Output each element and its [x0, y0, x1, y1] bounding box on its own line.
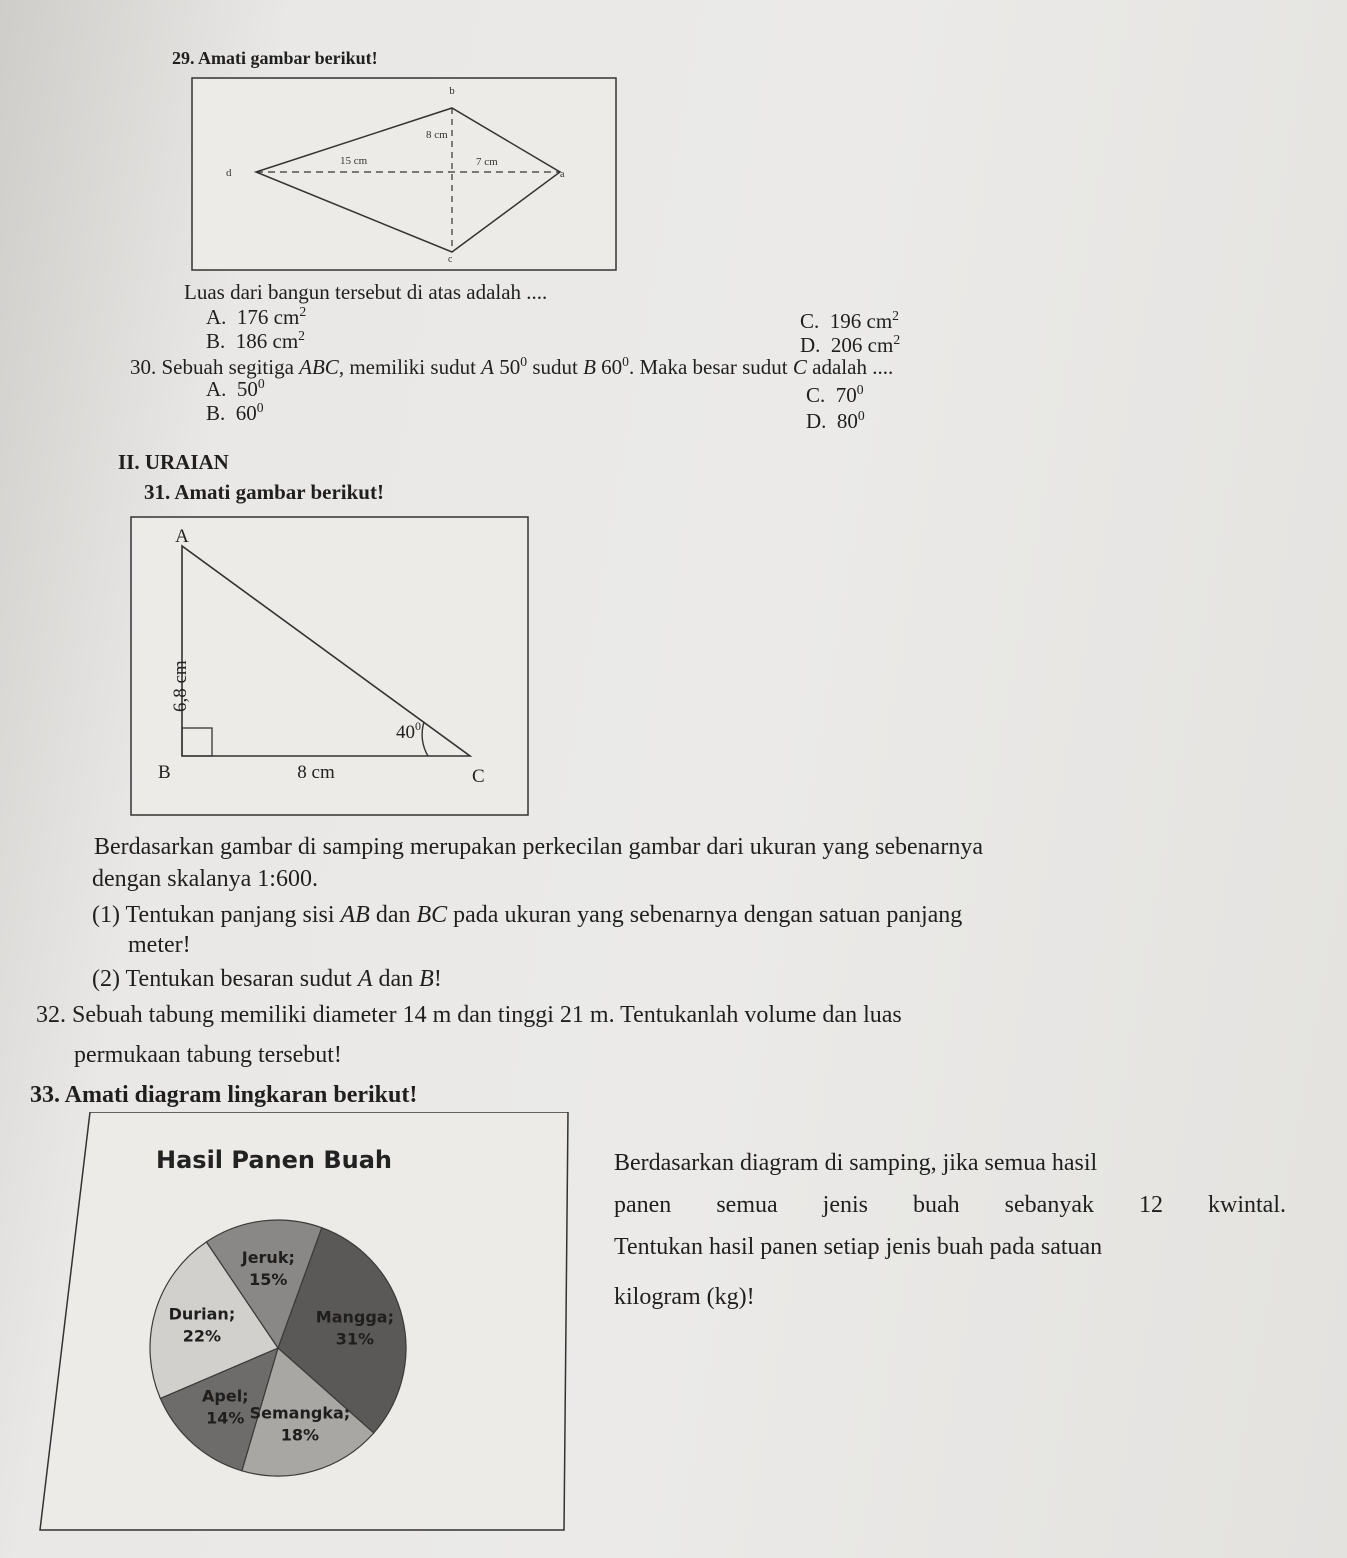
- q33-text-3: Tentukan hasil panen setiap jenis buah pada satuan: [614, 1234, 1103, 1260]
- q29-title: 29. Amati gambar berikut!: [172, 48, 378, 68]
- q32-text-1: 32. Sebuah tabung memiliki diameter 14 m dan tinggi 21 m. Tentukanlah volume dan luas: [36, 1002, 902, 1028]
- pie-label-apel: Apel; 14%: [202, 1386, 249, 1428]
- section-heading: II. URAIAN: [118, 450, 229, 474]
- label-8cm: 8 cm: [426, 129, 448, 141]
- kite-figure: [190, 76, 618, 272]
- label-B: B: [158, 762, 171, 783]
- label-d: d: [226, 167, 232, 179]
- label-7cm: 7 cm: [476, 156, 498, 168]
- q31-title: 31. Amati gambar berikut!: [144, 480, 384, 504]
- pie-label-jeruk: Jeruk; 15%: [241, 1248, 295, 1290]
- q33-text-1: Berdasarkan diagram di samping, jika semua hasil: [614, 1150, 1098, 1176]
- q30-option-c: C. $70^0$: [806, 382, 864, 407]
- triangle-figure: [130, 516, 530, 818]
- q30-question: 30. Sebuah segitiga ABC, memiliki sudut A $50^0$ sudut B $60^0$. Maka besar sudut C adalah ....: [130, 354, 894, 379]
- q29-question: Luas dari bangun tersebut di atas adalah ....: [184, 280, 548, 304]
- kite-frame: [192, 78, 616, 270]
- label-c: c: [448, 254, 453, 265]
- q30-option-a: A. $50^0$: [206, 376, 265, 401]
- label-40-degrees: $40^0$: [396, 719, 421, 743]
- label-15cm: 15 cm: [340, 155, 368, 167]
- q31-text-1: Berdasarkan gambar di samping merupakan perkecilan gambar dari ukuran yang sebenarnya: [94, 834, 983, 860]
- pie-label-semangka: Semangka; 18%: [249, 1403, 351, 1445]
- chart-title: Hasil Panen Buah: [156, 1146, 392, 1174]
- pie-label-durian: Durian; 22%: [168, 1304, 236, 1346]
- q32-text-2: permukaan tabung tersebut!: [74, 1042, 342, 1068]
- label-a: a: [560, 169, 565, 180]
- q29-option-b: B. 186 $cm^2$: [206, 328, 305, 353]
- q31-part-1: (1) Tentukan panjang sisi AB dan BC pada ukuran yang sebenarnya dengan satuan panjang: [92, 902, 963, 928]
- q33-text-2: panen semua jenis buah sebanyak 12 kwintal.: [614, 1192, 1286, 1218]
- label-8cm-triangle: 8 cm: [297, 762, 335, 783]
- pie-label-mangga: Mangga; 31%: [315, 1307, 395, 1349]
- q30-option-b: B. $60^0$: [206, 400, 264, 425]
- label-6-8cm: 6,8 cm: [170, 660, 191, 712]
- q30-option-d: D. $80^0$: [806, 408, 865, 433]
- q31-part-2: (2) Tentukan besaran sudut A dan B!: [92, 966, 442, 992]
- q33-title: 33. Amati diagram lingkaran berikut!: [30, 1082, 418, 1108]
- q29-option-a: A. 176 $cm^2$: [206, 304, 307, 329]
- q29-option-d: D. 206 $cm^2$: [800, 332, 901, 357]
- q31-part-1-cont: meter!: [128, 932, 191, 958]
- q29-option-c: C. 196 $cm^2$: [800, 308, 899, 333]
- label-C: C: [472, 766, 485, 787]
- label-b: b: [449, 85, 455, 97]
- pie-chart-figure: [38, 1112, 570, 1532]
- q33-text-4: kilogram (kg)!: [614, 1284, 755, 1310]
- label-A: A: [175, 526, 189, 547]
- q31-text-2: dengan skalanya 1:600.: [92, 866, 318, 892]
